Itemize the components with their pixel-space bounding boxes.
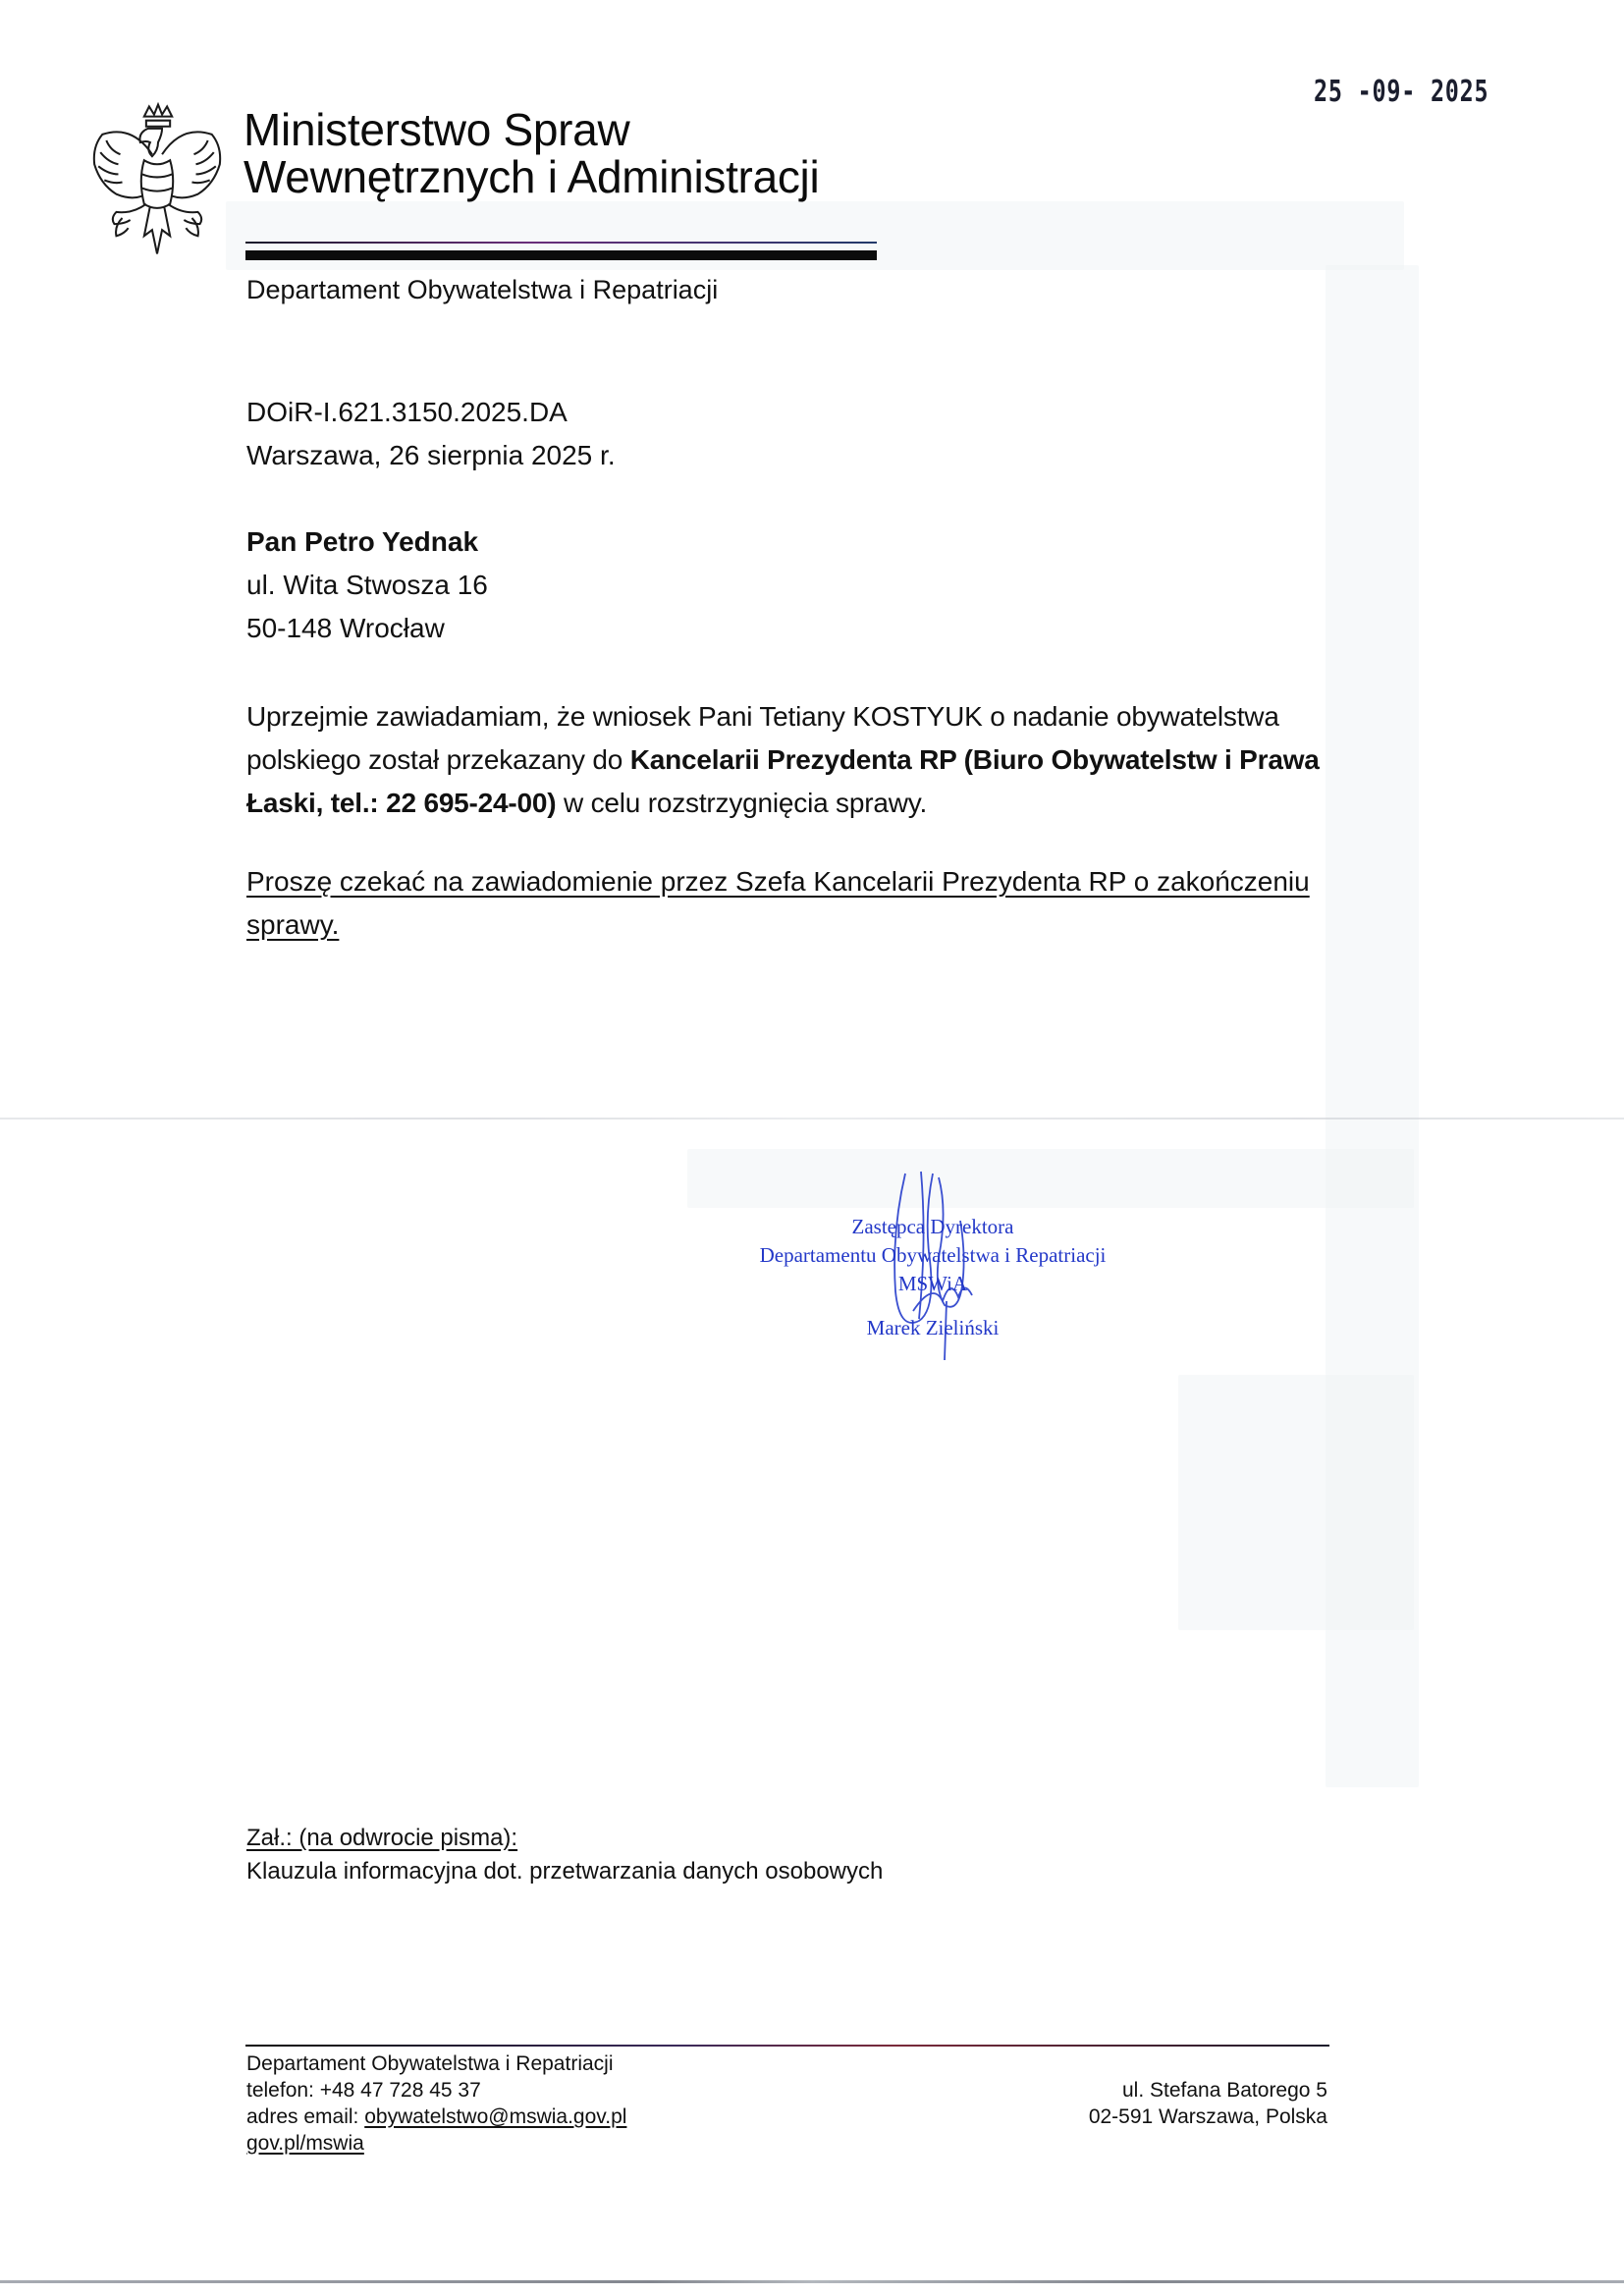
signature-stamp xyxy=(727,1164,1139,1360)
place-and-date: Warszawa, 26 sierpnia 2025 r. xyxy=(246,440,616,470)
attachment-item: Klauzula informacyjna dot. przetwarzania danych osobowych xyxy=(246,1858,884,1885)
ministry-name-line2: Wewnętrznych i Administracji xyxy=(244,151,820,202)
signatory-stamp-text xyxy=(727,1213,1139,1342)
polish-eagle-icon xyxy=(82,98,232,263)
signatory-title-line2: Departamentu Obywatelstwa i Repatriacji xyxy=(759,1243,1107,1267)
paragraph-text-end: w celu rozstrzygnięcia sprawy. xyxy=(556,788,928,818)
scan-edge-line xyxy=(0,2280,1624,2283)
letterhead-rule-thick xyxy=(245,250,877,260)
footer-email-label: adres email: xyxy=(246,2105,365,2128)
ministry-name xyxy=(244,106,819,200)
addressee-name: Pan Petro Yednak xyxy=(246,526,479,557)
footer-rule xyxy=(245,2045,1329,2047)
paragraph-bold-chancellery: Kancelarii Prezydenta RP (Biuro Obywatelstw i Prawa Łaski, tel.: 22 695-24-00) xyxy=(246,744,1320,818)
addressee-street: ul. Wita Stwosza 16 xyxy=(246,570,488,600)
signatory-title-line3: MSWiA xyxy=(897,1272,968,1295)
footer-address-street: ul. Stefana Batorego 5 xyxy=(1122,2079,1327,2102)
addressee-block xyxy=(246,520,488,650)
attachment-label: Zał.: (na odwrocie pisma): xyxy=(246,1825,518,1851)
addressee-city: 50-148 Wrocław xyxy=(246,613,445,643)
signatory-name: Marek Zieliński xyxy=(866,1316,1000,1339)
show-through-shading xyxy=(1178,1375,1414,1630)
paragraph-text-start: Uprzejmie zawiadamiam, że wniosek Pani Tetiany KOSTYUK o nadanie obywatelstwa polskiego został przekazany do xyxy=(246,701,1279,775)
footer-department: Departament Obywatelstwa i Repatriacji xyxy=(246,2052,614,2075)
instruction-note: Proszę czekać na zawiadomienie przez Szefa Kancelarii Prezydenta RP o zakończeniu sprawy. xyxy=(246,866,1310,940)
paper-fold-line xyxy=(0,1118,1624,1120)
footer-contact xyxy=(246,2050,626,2157)
received-date-stamp: 25 -09- 2025 xyxy=(1314,75,1489,109)
department-name: Departament Obywatelstwa i Repatriacji xyxy=(246,275,719,304)
footer-address-city: 02-591 Warszawa, Polska xyxy=(1088,2105,1327,2128)
footer-phone: telefon: +48 47 728 45 37 xyxy=(246,2079,481,2102)
signatory-title-line1: Zastępca Dyrektora xyxy=(851,1215,1014,1238)
footer-email-row xyxy=(246,2104,626,2130)
case-number: DOiR-I.621.3150.2025.DA xyxy=(246,397,568,427)
ministry-name-line1: Ministerstwo Spraw xyxy=(244,104,630,155)
letterhead-rule-thin xyxy=(245,242,877,244)
footer-email-link[interactable]: obywatelstwo@mswia.gov.pl xyxy=(364,2105,627,2128)
footer-address xyxy=(982,2077,1327,2130)
attachment-block xyxy=(246,1822,883,1888)
notification-paragraph xyxy=(246,695,1395,825)
reference-block xyxy=(246,391,616,477)
footer-website-link[interactable]: gov.pl/mswia xyxy=(246,2132,364,2155)
